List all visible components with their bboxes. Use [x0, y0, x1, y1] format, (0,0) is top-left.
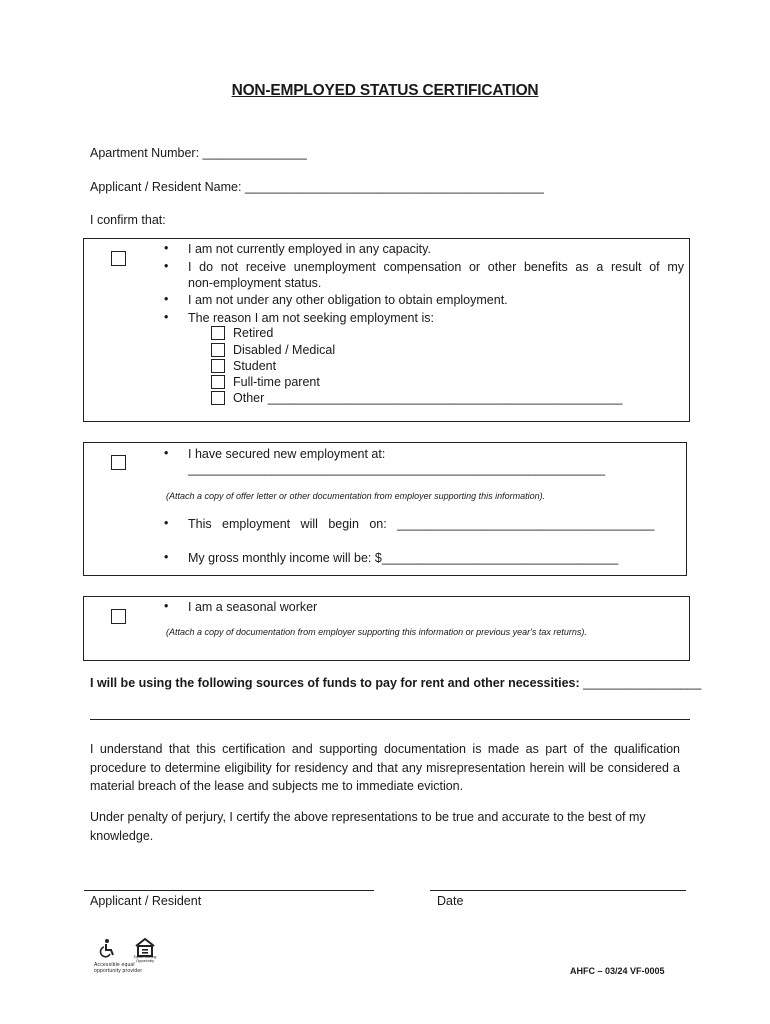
form-code: AHFC – 03/24 VF-0005 — [570, 966, 665, 976]
disabled-medical-checkbox[interactable] — [211, 343, 225, 357]
bullet-icon: • — [164, 516, 169, 530]
not-employed-section — [83, 238, 690, 422]
seasonal-worker-checkbox[interactable] — [111, 609, 126, 624]
gross-monthly-income-field[interactable]: My gross monthly income will be: $__________________________________ — [188, 551, 619, 565]
perjury-paragraph: Under penalty of perjury, I certify the above representations to be true and accurate to the best of my knowledge. — [90, 810, 646, 843]
bullet-icon: • — [164, 292, 169, 306]
date-signature-line[interactable] — [430, 890, 686, 891]
other-checkbox[interactable] — [211, 391, 225, 405]
bullet-icon: • — [164, 259, 169, 273]
student-checkbox[interactable] — [211, 359, 225, 373]
certification-paragraph: I understand that this certification and supporting documentation is made as part of the qualification procedure to determine eligibility for residency and that any misrepresentation herein will be considered a material breach of the lease and subjects me to immediate eviction. — [90, 742, 680, 793]
option-full-time-parent: Full-time parent — [233, 375, 320, 389]
applicant-signature-line[interactable] — [84, 890, 374, 891]
apartment-number-field[interactable]: Apartment Number: _______________ — [90, 146, 307, 160]
seasonal-worker-label: I am a seasonal worker — [188, 600, 318, 614]
statement-no-obligation: I am not under any other obligation to obtain employment. — [188, 293, 508, 307]
footer-logos — [96, 936, 166, 976]
employer-name-field[interactable]: ____________________________________________________________ — [188, 462, 606, 476]
retired-checkbox[interactable] — [211, 326, 225, 340]
logo-caption: Accessible equal opportunity provider — [94, 962, 143, 974]
option-disabled-medical: Disabled / Medical — [233, 343, 336, 357]
funds-sources-line[interactable] — [90, 719, 690, 720]
bullet-icon: • — [164, 446, 169, 460]
not-employed-checkbox[interactable] — [111, 251, 126, 266]
date-label: Date — [437, 894, 464, 908]
funds-sources-row — [90, 676, 701, 690]
new-employment-label: I have secured new employment at: — [188, 447, 386, 461]
employment-start-date-field[interactable]: This employment will begin on: _____________________________________ — [188, 517, 655, 531]
statement-not-employed: I am not currently employed in any capacity. — [188, 242, 431, 256]
bullet-icon: • — [164, 550, 169, 564]
equal-housing-text: Equal Housing Opportunity — [133, 955, 157, 963]
offer-letter-note: (Attach a copy of offer letter or other documentation from employer supporting this information). — [166, 491, 546, 501]
confirm-label: I confirm that: — [90, 213, 166, 227]
option-student: Student — [233, 359, 277, 373]
bullet-icon: • — [164, 241, 169, 255]
statement-reason: The reason I am not seeking employment is: — [188, 311, 434, 325]
equal-housing-icon — [134, 937, 156, 957]
funds-sources-field[interactable]: _________________ — [583, 676, 702, 690]
bullet-icon: • — [164, 310, 169, 324]
seasonal-worker-note: (Attach a copy of documentation from employer supporting this information or previous year's tax returns). — [166, 627, 587, 637]
statement-no-compensation-cont: non-employment status. — [188, 276, 322, 290]
seasonal-worker-section — [83, 596, 690, 661]
page-title: NON-EMPLOYED STATUS CERTIFICATION — [231, 82, 539, 99]
applicant-name-field[interactable]: Applicant / Resident Name: ___________________________________________ — [90, 180, 544, 194]
funds-sources-label: I will be using the following sources of funds to pay for rent and other necessities: — [90, 676, 580, 690]
statement-no-compensation: I do not receive unemployment compensation or other benefits as a result of my — [188, 260, 684, 274]
accessibility-icon — [98, 938, 118, 958]
applicant-signature-label: Applicant / Resident — [90, 894, 202, 908]
bullet-icon: • — [164, 599, 169, 613]
option-retired: Retired — [233, 326, 274, 340]
option-other[interactable]: Other ___________________________________________________ — [233, 391, 623, 405]
full-time-parent-checkbox[interactable] — [211, 375, 225, 389]
new-employment-section — [83, 442, 687, 576]
new-employment-checkbox[interactable] — [111, 455, 126, 470]
